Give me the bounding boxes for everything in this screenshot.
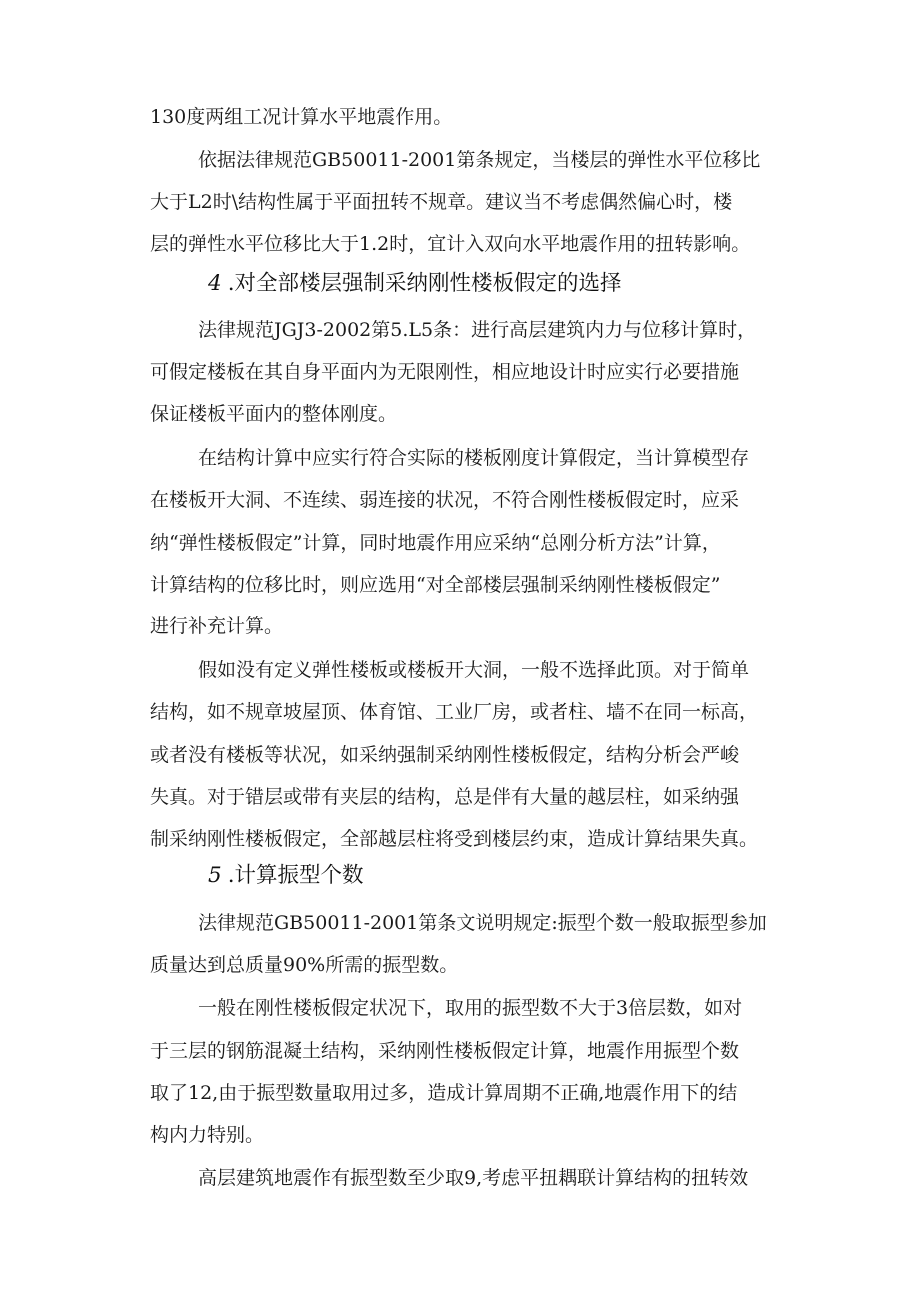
text-line: 计算结构的位移比时，则应选用“对全部楼层强制采纳刚性楼板假定”	[150, 574, 721, 596]
text-line: 大于L2时\结构性属于平面扭转不规章。建议当不考虑偶然偏心时，楼	[150, 191, 733, 213]
section-heading	[208, 862, 364, 890]
section-title: .计算振型个数	[227, 863, 364, 888]
section-title: .对全部楼层强制采纳刚性楼板假定的选择	[227, 271, 622, 296]
text-line: 130度两组工况计算水平地震作用。	[150, 106, 453, 128]
text-line: 高层建筑地震作有振型数至少取9,考虑平扭耦联计算结构的扭转效	[198, 1167, 749, 1189]
section-number: 4	[208, 271, 222, 296]
text-line: 保证楼板平面内的整体刚度。	[150, 403, 398, 425]
text-line: 法律规范GB50011-2001第条文说明规定:振型个数一般取振型参加	[198, 912, 767, 934]
text-line: 于三层的钢筋混凝土结构，采纳刚性楼板假定计算，地震作用振型个数	[150, 1040, 740, 1062]
text-line: 纳“弹性楼板假定”计算，同时地震作用应采纳“总刚分析方法”计算，	[150, 532, 721, 554]
text-line: 可假定楼板在其自身平面内为无限刚性，相应地设计时应实行必要措施	[150, 361, 740, 383]
text-line: 或者没有楼板等状况，如采纳强制采纳刚性楼板假定，结构分析会严峻	[150, 744, 740, 766]
text-line: 在结构计算中应实行符合实际的楼板刚度计算假定，当计算模型存	[198, 447, 750, 469]
text-line: 进行补充计算。	[150, 615, 284, 637]
text-line: 一般在刚性楼板假定状况下，取用的振型数不大于3倍层数，如对	[198, 997, 743, 1019]
section-number: 5	[208, 863, 222, 888]
text-line: 依据法律规范GB50011-2001第条规定，当楼层的弹性水平位移比	[198, 149, 761, 171]
text-line: 假如没有定义弹性楼板或楼板开大洞，一般不选择此顶。对于简单	[198, 659, 750, 681]
text-line: 结构，如不规章坡屋顶、体育馆、工业厂房，或者柱、墙不在同一标高，	[150, 701, 759, 723]
text-line: 构内力特别。	[150, 1124, 265, 1146]
text-line: 失真。对于错层或带有夹层的结构，总是伴有大量的越层柱，如采纳强	[150, 786, 740, 808]
text-line: 法律规范JGJ3-2002第5.L5条：进行高层建筑内力与位移计算时，	[198, 319, 757, 341]
text-line: 质量达到总质量90%所需的振型数。	[150, 954, 459, 976]
text-line: 在楼板开大洞、不连续、弱连接的状况，不符合刚性楼板假定时，应采	[150, 489, 740, 511]
text-line: 层的弹性水平位移比大于1.2时，宜计入双向水平地震作用的扭转影响。	[150, 233, 751, 255]
text-line: 取了12,由于振型数量取用过多，造成计算周期不正确,地震作用下的结	[150, 1082, 738, 1104]
section-heading	[208, 270, 622, 298]
text-line: 制采纳刚性楼板假定，全部越层柱将受到楼层约束，造成计算结果失真。	[150, 828, 759, 850]
